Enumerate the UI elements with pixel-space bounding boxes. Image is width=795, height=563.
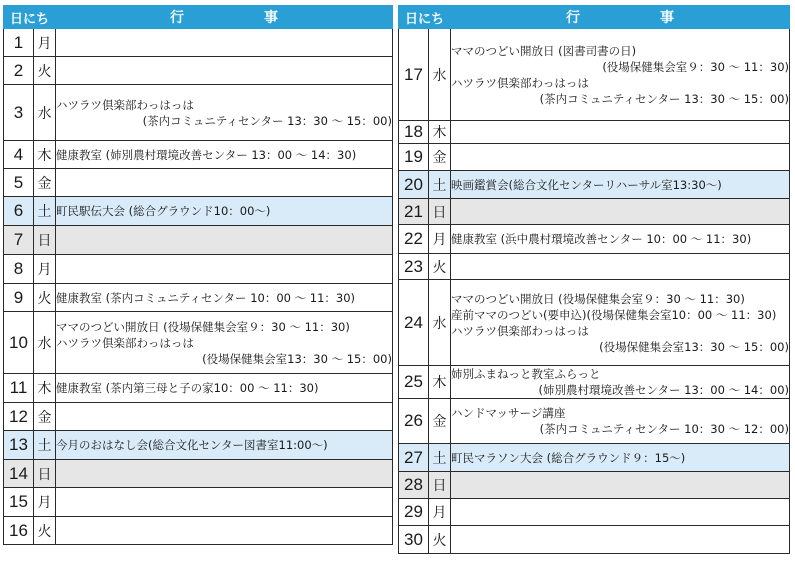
day-number: 14 [4,460,34,488]
event-cell [451,144,790,171]
event-cell [451,225,790,254]
weekday: 火 [429,254,451,280]
day-number: 17 [399,29,429,121]
day-header: 日にち [4,6,56,29]
weekday: 日 [429,199,451,225]
calendar-row [4,226,393,255]
calendar-row [399,526,790,554]
event-header: 行 事 [56,6,393,29]
day-number: 19 [399,144,429,171]
event-line: (茶内コミュニティセンター 13：30 ～ 15：00) [142,113,392,128]
weekday: 水 [429,280,451,366]
weekday: 火 [34,57,56,85]
calendar-row [399,254,790,280]
weekday: 木 [429,366,451,399]
weekday: 土 [429,444,451,472]
calendar-row [4,374,393,403]
day-number: 20 [399,171,429,199]
event-cell [56,197,393,226]
calendar-row [4,85,393,141]
event-header: 行 事 [451,6,790,29]
event-cell [56,29,393,57]
day-number: 21 [399,199,429,225]
day-number: 28 [399,472,429,499]
calendar-row [399,121,790,144]
calendar-row [399,144,790,171]
event-cell [451,472,790,499]
calendar-row [399,444,790,472]
event-line: ママのつどい開放日 (役場保健集会室９：30 ～ 11：30) [56,319,350,334]
calendar-row [399,366,790,399]
day-number: 22 [399,225,429,254]
day-number: 15 [4,488,34,517]
event-cell [451,171,790,199]
weekday: 月 [34,29,56,57]
calendar-row [4,255,393,284]
calendar-row [399,472,790,499]
calendar-row [399,399,790,444]
calendar-row [399,171,790,199]
calendar-left-table [3,5,393,545]
weekday: 金 [34,403,56,431]
weekday: 日 [34,226,56,255]
calendar-row [4,57,393,85]
day-number: 29 [399,499,429,526]
day-header: 日にち [399,6,451,29]
event-line: (役場保健集会室13：30 ～ 15：00) [202,351,392,366]
event-line: 健康教室 (浜中農村環境改善センター 10：00 ～ 11：30) [451,232,752,246]
event-line: ハツラツ倶楽部わっはっは [451,75,589,90]
event-line: ママのつどい開放日 (役場保健集会室９：30 ～ 11：30) [451,291,745,306]
calendar-row [399,29,790,121]
weekday: 水 [34,85,56,141]
event-cell [451,199,790,225]
day-number: 25 [399,366,429,399]
day-number: 11 [4,374,34,403]
event-cell [56,141,393,169]
event-cell [451,366,790,399]
event-line: ハツラツ倶楽部わっはっは [56,97,194,112]
day-number: 3 [4,85,34,141]
weekday: 土 [429,171,451,199]
event-cell [56,374,393,403]
event-line: (役場保健集会室13：30 ～ 15：00) [599,339,789,354]
event-cell [451,121,790,144]
weekday: 木 [429,121,451,144]
calendar-row [399,225,790,254]
calendar-row [4,197,393,226]
event-line: 今月のおはなし会(総合文化センター図書室11:00～) [56,438,328,452]
event-cell [56,403,393,431]
event-cell [56,255,393,284]
event-line: (茶内コミュニティセンター 10：30 ～ 12：00) [539,422,789,436]
day-number: 7 [4,226,34,255]
event-cell [451,29,790,121]
weekday: 木 [34,374,56,403]
event-line: 姉別ふまねっと教室ふらっと [451,367,601,381]
weekday: 金 [34,169,56,197]
day-number: 2 [4,57,34,85]
day-number: 6 [4,197,34,226]
header-row [4,6,393,29]
day-number: 27 [399,444,429,472]
event-cell [56,460,393,488]
event-cell [451,499,790,526]
day-number: 26 [399,399,429,444]
event-line: 健康教室 (姉別農村環境改善センター 13：00 ～ 14：30) [56,147,357,162]
event-cell [56,85,393,141]
calendar-row [4,141,393,169]
calendar-row [4,431,393,460]
weekday: 月 [34,488,56,517]
event-line: 健康教室 (茶内第三母と子の家10：00 ～ 11：30) [56,381,319,395]
day-number: 10 [4,312,34,374]
event-line: 健康教室 (茶内コミュニティセンター 10：00 ～ 11：30) [56,290,356,305]
event-line: 町民マラソン大会 (総合グラウンド９：15～) [451,450,686,465]
event-cell [451,526,790,554]
day-number: 9 [4,284,34,312]
day-number: 1 [4,29,34,57]
day-number: 24 [399,280,429,366]
day-number: 30 [399,526,429,554]
event-cell [56,431,393,460]
calendar-row [4,403,393,431]
calendar-row [4,284,393,312]
weekday: 火 [429,526,451,554]
weekday: 火 [34,517,56,545]
event-line: ママのつどい開放日 (図書司書の日) [451,43,637,58]
event-line: ハンドマッサージ講座 [451,406,566,420]
event-line: 産前ママのつどい(要申込)(役場保健集会室10：00 ～ 11：30) [451,307,777,322]
event-line: (茶内コミュニティセンター 13：30 ～ 15：00) [539,91,789,106]
event-cell [56,312,393,374]
day-number: 16 [4,517,34,545]
weekday: 土 [34,197,56,226]
calendar-row [4,169,393,197]
calendar-row [399,499,790,526]
weekday: 月 [429,499,451,526]
calendar-row [4,312,393,374]
event-cell [56,169,393,197]
day-number: 4 [4,141,34,169]
event-cell [56,517,393,545]
header-row [399,6,790,29]
event-cell [56,488,393,517]
event-cell [451,280,790,366]
weekday: 水 [34,312,56,374]
event-cell [451,399,790,444]
event-cell [56,57,393,85]
calendar-row [4,488,393,517]
weekday: 水 [429,29,451,121]
weekday: 日 [429,472,451,499]
weekday: 月 [429,225,451,254]
day-number: 5 [4,169,34,197]
event-cell [56,284,393,312]
event-line: 町民駅伝大会 (総合グラウンド10：00～) [56,204,271,218]
weekday: 日 [34,460,56,488]
calendar-row [399,280,790,366]
event-line: 映画鑑賞会(総合文化センターリハーサル室13:30～) [451,177,722,192]
event-line: (姉別農村環境改善センター 13：00 ～ 14：00) [538,383,789,397]
day-number: 23 [399,254,429,280]
event-line: (役場保健集会室９：30 ～ 11：30) [602,59,789,74]
calendar-row [399,199,790,225]
day-number: 12 [4,403,34,431]
weekday: 月 [34,255,56,284]
day-number: 8 [4,255,34,284]
calendar-row [4,517,393,545]
event-cell [56,226,393,255]
event-cell [451,444,790,472]
calendar-row [4,460,393,488]
day-number: 18 [399,121,429,144]
event-cell [451,254,790,280]
event-line: ハツラツ倶楽部わっはっは [451,323,589,338]
weekday: 金 [429,144,451,171]
weekday: 火 [34,284,56,312]
calendar-right-table [398,5,790,554]
event-line: ハツラツ倶楽部わっはっは [56,335,194,350]
day-number: 13 [4,431,34,460]
weekday: 木 [34,141,56,169]
weekday: 金 [429,399,451,444]
weekday: 土 [34,431,56,460]
calendar-row [4,29,393,57]
